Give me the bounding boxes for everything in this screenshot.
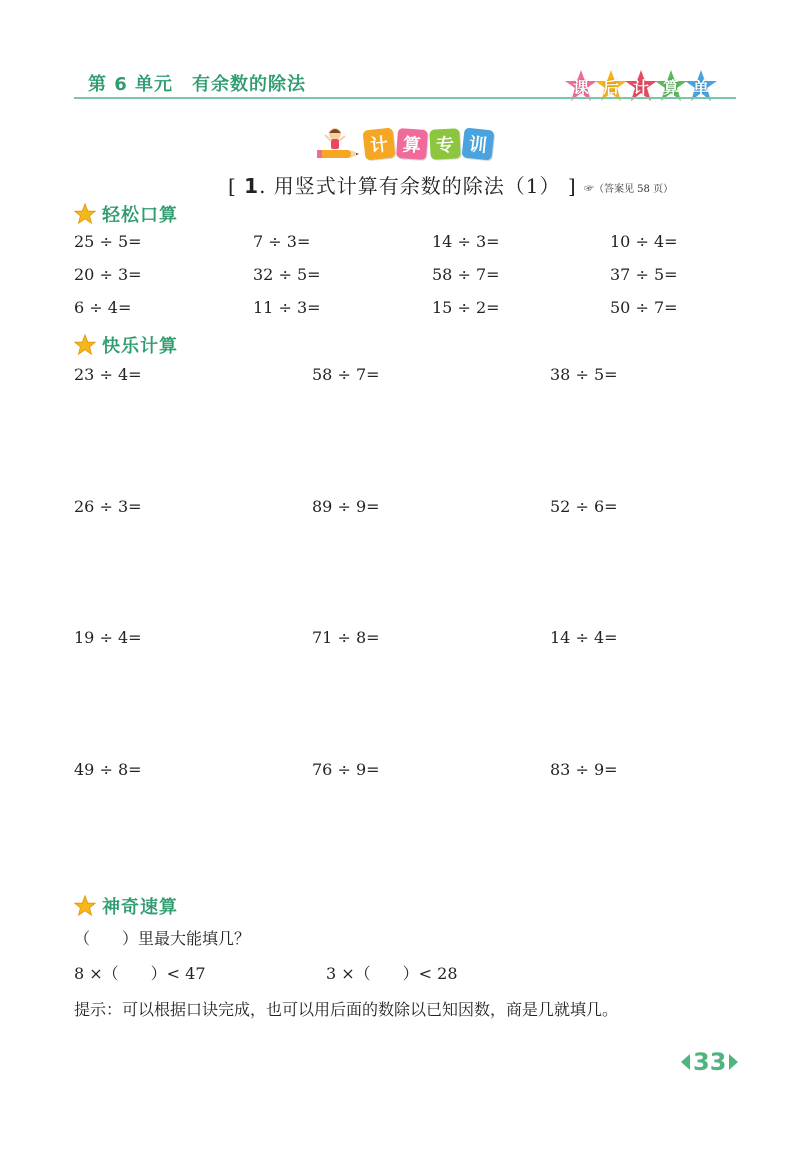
problem-item: 37 ÷ 5=: [610, 265, 678, 284]
brand-char: 单: [692, 78, 709, 97]
problem-item: 14 ÷ 3=: [432, 232, 500, 251]
section-oral-heading: [74, 201, 178, 227]
banner-tile: 算: [396, 128, 428, 160]
problem-item: 15 ÷ 2=: [432, 298, 500, 317]
brand-char: 计: [632, 78, 649, 97]
inequality-1: 8 ×（ ）< 47: [74, 964, 206, 983]
star-icon: [74, 895, 96, 917]
problem-item: 83 ÷ 9=: [550, 760, 618, 779]
section-oral-title: 轻松口算: [102, 205, 178, 226]
section-magic-heading: [74, 893, 178, 919]
section-magic-title: 神奇速算: [102, 897, 178, 918]
problem-item: 19 ÷ 4=: [74, 628, 142, 647]
fill-question: （ ）里最大能填几？: [74, 929, 251, 948]
bracket-open: [: [228, 174, 237, 198]
problem-item: 20 ÷ 3=: [74, 265, 142, 284]
problem-item: 23 ÷ 4=: [74, 365, 142, 384]
page-number: [681, 1048, 738, 1076]
answer-reference: ☞（答案见 58 页）: [584, 184, 674, 195]
banner-tile: 专: [429, 128, 461, 160]
star-icon: [74, 203, 96, 225]
page-number-text: 33: [693, 1048, 727, 1076]
brand-logo: [568, 66, 718, 106]
problem-item: 89 ÷ 9=: [312, 497, 380, 516]
banner-tile: 训: [462, 128, 495, 161]
topic-banner: [315, 124, 493, 164]
problem-item: 52 ÷ 6=: [550, 497, 618, 516]
problem-item: 11 ÷ 3=: [253, 298, 321, 317]
lesson-title-text: . 用竖式计算有余数的除法（1）: [259, 174, 561, 198]
brand-char: 后: [602, 78, 619, 97]
arrow-left-icon: [681, 1054, 690, 1070]
kid-on-pencil-icon: [315, 124, 361, 164]
problem-item: 76 ÷ 9=: [312, 760, 380, 779]
lesson-title: [228, 170, 577, 199]
star-icon: [74, 334, 96, 356]
banner-tile: 计: [363, 128, 396, 161]
problem-item: 58 ÷ 7=: [312, 365, 380, 384]
problem-item: 71 ÷ 8=: [312, 628, 380, 647]
problem-item: 58 ÷ 7=: [432, 265, 500, 284]
problem-item: 10 ÷ 4=: [610, 232, 678, 251]
problem-item: 14 ÷ 4=: [550, 628, 618, 647]
unit-title: 第 6 单元 有余数的除法: [88, 74, 307, 95]
problem-item: 26 ÷ 3=: [74, 497, 142, 516]
problem-item: 25 ÷ 5=: [74, 232, 142, 251]
problem-item: 38 ÷ 5=: [550, 365, 618, 384]
lesson-number: 1: [244, 174, 260, 198]
brand-char: 课: [572, 78, 589, 97]
problem-item: 6 ÷ 4=: [74, 298, 132, 317]
problem-item: 50 ÷ 7=: [610, 298, 678, 317]
bracket-close: ]: [567, 174, 577, 198]
section-vertical-title: 快乐计算: [102, 336, 178, 357]
arrow-right-icon: [729, 1054, 738, 1070]
header-divider: [74, 97, 736, 99]
brand-char: 算: [662, 78, 679, 97]
section-vertical-heading: [74, 332, 178, 358]
hint-text: 提示：可以根据口诀完成，也可以用后面的数除以已知因数，商是几就填几。: [74, 1000, 619, 1019]
problem-item: 7 ÷ 3=: [253, 232, 311, 251]
inequality-2: 3 ×（ ）< 28: [326, 964, 458, 983]
problem-item: 49 ÷ 8=: [74, 760, 142, 779]
problem-item: 32 ÷ 5=: [253, 265, 321, 284]
